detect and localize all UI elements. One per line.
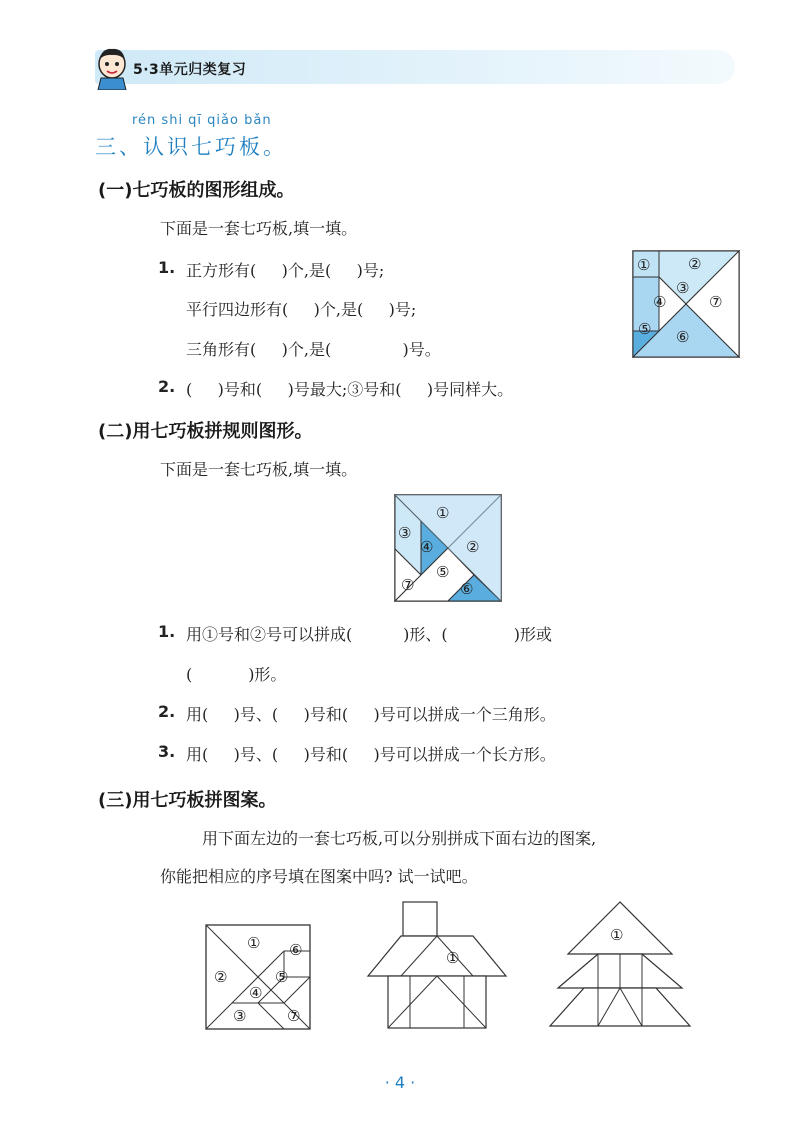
label-3: ③ [676,279,690,297]
label-1: ① [436,504,450,522]
part1-title: (一)七巧板的图形组成。 [98,180,295,201]
label-4: ④ [249,984,263,1002]
part1-q1-line3: 三角形有( )个,是( )号。 [186,340,441,359]
part2-q1-line1: 用①号和②号可以拼成( )形、( )形或 [186,625,552,644]
label-7: ⑦ [401,576,415,594]
page-number: · 4 · [384,1073,416,1092]
part1-q2-line: ( )号和( )号最大;③号和( )号同样大。 [186,380,514,399]
tangram-figure-2 [394,494,502,606]
label-7: ⑦ [709,293,723,311]
tree-label-1: ① [610,926,624,944]
label-2: ② [466,538,480,556]
header-label: 5·3单元归类复习 [133,62,247,78]
part3-text-line2: 你能把相应的序号填在图案中吗? 试一试吧。 [160,867,478,886]
label-4: ④ [420,538,434,556]
house-label-1: ① [446,949,460,967]
label-5: ⑤ [275,968,289,986]
part2-q1-number: 1. [158,622,176,641]
part1-q1-line2: 平行四边形有( )个,是( )号; [186,300,417,319]
label-1: ① [247,934,261,952]
label-6: ⑥ [676,328,690,346]
section-pinyin: rén shi qī qiǎo bǎn [132,113,272,128]
part2-q3-line: 用( )号、( )号和( )号可以拼成一个长方形。 [186,745,556,764]
tree-figure [548,898,693,1034]
label-3: ③ [398,524,412,542]
part2-title: (二)用七巧板拼规则图形。 [98,421,313,442]
label-1: ① [637,256,651,274]
label-6: ⑥ [460,580,474,598]
part2-intro: 下面是一套七巧板,填一填。 [160,460,358,479]
label-2: ② [214,968,228,986]
label-5: ⑤ [638,320,652,338]
part1-q1-number: 1. [158,258,176,277]
label-6: ⑥ [289,941,303,959]
label-5: ⑤ [436,563,450,581]
part1-q2-number: 2. [158,377,176,396]
part1-intro: 下面是一套七巧板,填一填。 [160,219,358,238]
part2-q1-line2: ( )形。 [186,665,287,684]
label-2: ② [688,255,702,273]
part2-q2-line: 用( )号、( )号和( )号可以拼成一个三角形。 [186,705,556,724]
tangram-square-figure [205,924,311,1034]
tangram-figure-1 [632,250,740,362]
part2-q3-number: 3. [158,742,176,761]
label-4: ④ [653,293,667,311]
label-3: ③ [233,1007,247,1025]
house-figure [366,900,508,1034]
part3-text-line1: 用下面左边的一套七巧板,可以分别拼成下面右边的图案, [202,829,597,848]
section-title: 三、认识七巧板。 [95,135,287,159]
part1-q1-line1: 正方形有( )个,是( )号; [186,261,385,280]
mascot-icon [92,46,132,90]
part2-q2-number: 2. [158,702,176,721]
label-7: ⑦ [287,1007,301,1025]
part3-title: (三)用七巧板拼图案。 [98,790,277,811]
